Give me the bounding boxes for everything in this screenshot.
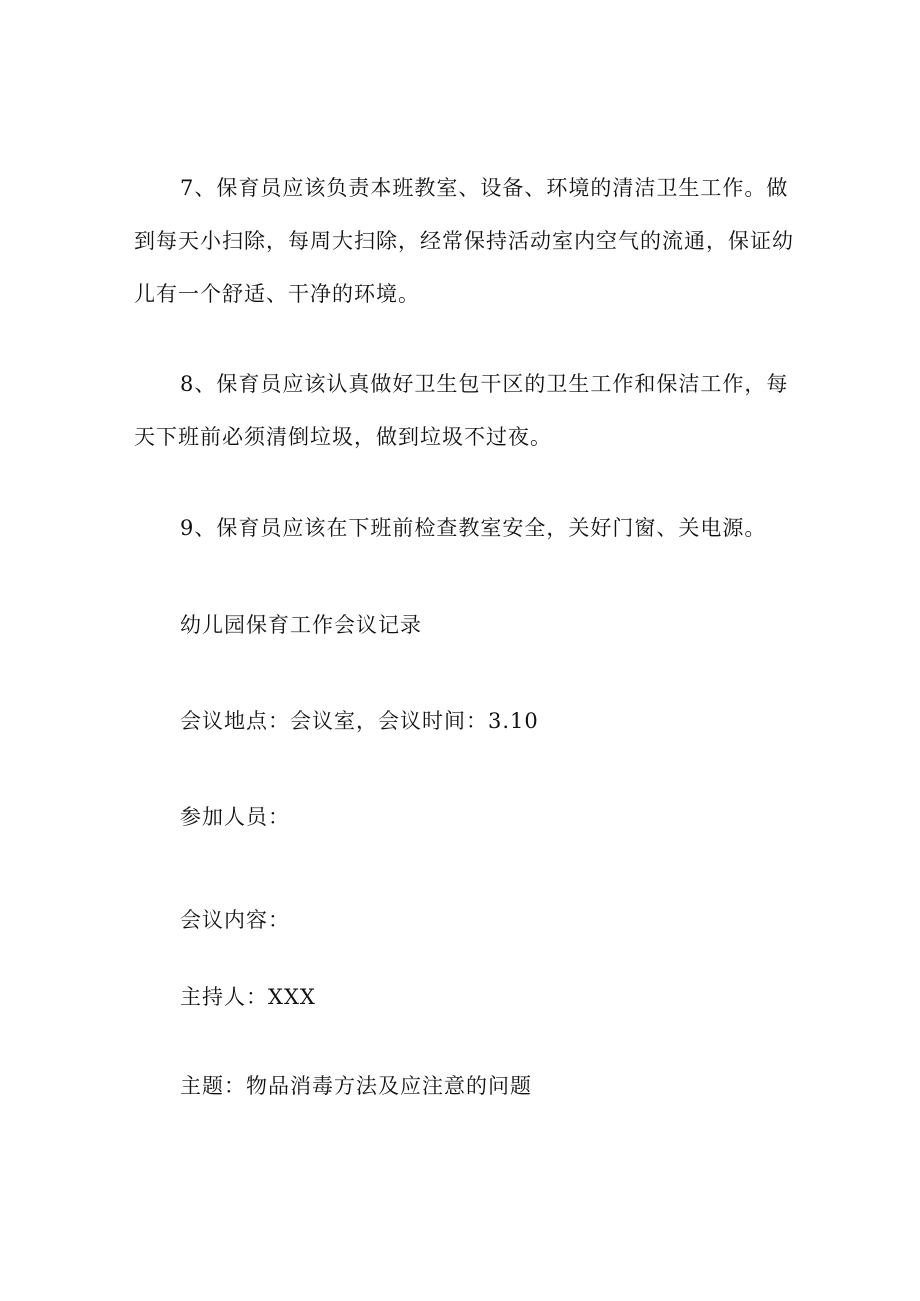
- meeting-host: 主持人：XXX: [180, 985, 316, 1009]
- paragraph-item-8: 8、保育员应该认真做好卫生包干区的卫生工作和保洁工作，每天下班前必须清倒垃圾，做到垃圾不过夜。: [134, 372, 789, 449]
- meeting-participants: 参加人员：: [180, 805, 290, 829]
- meeting-topic: 主题：物品消毒方法及应注意的问题: [180, 1074, 532, 1098]
- meeting-record-title: 幼儿园保育工作会议记录: [180, 613, 422, 637]
- meeting-location-time: 会议地点：会议室，会议时间：3.10: [180, 709, 539, 733]
- paragraph-item-7: 7、保育员应该负责本班教室、设备、环境的清洁卫生工作。做到每天小扫除，每周大扫除，经常保持活动室内空气的流通，保证幼儿有一个舒适、干净的环境。: [134, 176, 794, 306]
- meeting-content-label: 会议内容：: [180, 908, 290, 932]
- paragraph-item-9: 9、保育员应该在下班前检查教室安全，关好门窗、关电源。: [180, 516, 767, 540]
